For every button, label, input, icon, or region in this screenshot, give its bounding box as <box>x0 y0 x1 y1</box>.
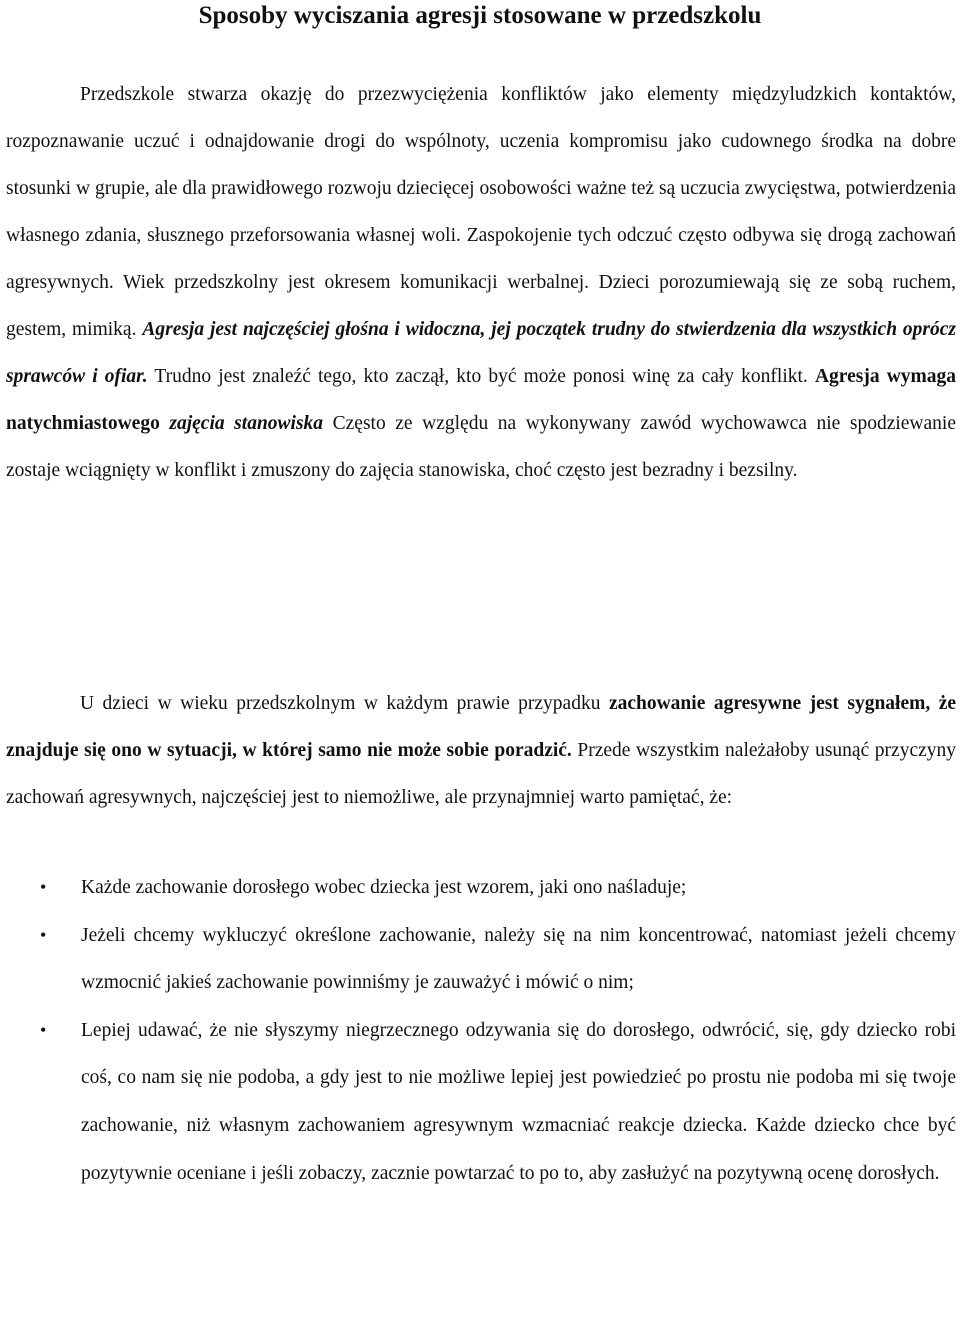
list-item <box>0 912 956 1007</box>
list-item-text: Każde zachowanie dorosłego wobec dziecka jest wzorem, jaki ono naśladuje; <box>81 877 687 898</box>
paragraph-1-text-c: Często ze względu na wykonywany zawód wychowawca nie spodziewanie zostaje wciągnięty w konflikt i zmuszony do zajęcia stanowiska, choć często jest bezradny i bezsilny. <box>6 413 956 481</box>
paragraph-2-emphasis: zachowanie agresywne jest sygnałem, że znajduje się ono w sytuacji, w której samo nie może sobie poradzić. <box>6 693 957 761</box>
paragraph-1-emphasis-a: Agresja jest najczęściej głośna i widoczna, jej początek trudny do stwierdzenia dla wszystkich oprócz sprawców i ofiar. <box>6 319 957 387</box>
paragraph-2-text-a: U dzieci w wieku przedszkolnym w każdym prawie przypadku <box>80 693 601 714</box>
paragraph-1 <box>6 71 956 494</box>
list-item <box>0 1007 956 1197</box>
bullet-icon: • <box>40 924 47 945</box>
bullet-list <box>0 864 960 1197</box>
bullet-icon: • <box>40 877 47 897</box>
list-item <box>0 864 956 912</box>
list-item-text: Lepiej udawać, że nie słyszymy niegrzecznego odzywania się do dorosłego, odwrócić, się, gdy dziecko robi coś, co nam się nie podoba, a gdy jest to nie możliwe lepiej jest powiedzieć po prostu nie podoba mi się twoje zachowanie, niż własnym zachowaniem agresywnym wzmacniać reakcje dziecka. Każde dziecko chce być pozytywnie oceniane i jeśli zobaczy, zacznie powtarzać to po to, aby zasłużyć na pozytywną ocenę dorosłych. <box>81 1019 956 1184</box>
paragraph-1-text-b: Trudno jest znaleźć tego, kto zaczął, kto być może ponosi winę za cały konflikt. <box>154 366 808 387</box>
paragraph-1-emphasis-c: zajęcia stanowiska <box>169 413 324 434</box>
page-title: Sposoby wyciszania agresji stosowane w przedszkolu <box>198 2 762 29</box>
bullet-icon: • <box>40 1019 47 1040</box>
paragraph-1-emphasis-b: Agresja wymaga natychmiastowego <box>6 366 957 434</box>
list-item-text: Jeżeli chcemy wykluczyć określone zachowanie, należy się na nim koncentrować, natomiast jeżeli chcemy wzmocnić jakieś zachowanie powinniśmy je zauważyć i mówić o nim; <box>81 924 956 994</box>
paragraph-1-text-a: Przedszkole stwarza okazję do przezwyciężenia konfliktów jako elementy międzyludzkich kontaktów, rozpoznawanie uczuć i odnajdowanie drogi do wspólnoty, uczenia kompromisu jako cudownego środka na dobre stosunki w grupie, ale dla prawidłowego rozwoju dziecięcej osobowości ważne też są uczucia zwycięstwa, potwierdzenia własnego zdania, słusznego przeforsowania własnej woli. Zaspokojenie tych odczuć często odbywa się drogą zachowań agresywnych. Wiek przedszkolny jest okresem komunikacji werbalnej. Dzieci porozumiewają się ze sobą ruchem, gestem, mimiką. <box>6 84 956 340</box>
paragraph-2 <box>6 680 956 821</box>
paragraph-2-text-b: Przede wszystkim należałoby usunąć przyczyny zachowań agresywnych, najczęściej jest to niemożliwe, ale przynajmniej warto pamiętać, że: <box>6 740 957 808</box>
